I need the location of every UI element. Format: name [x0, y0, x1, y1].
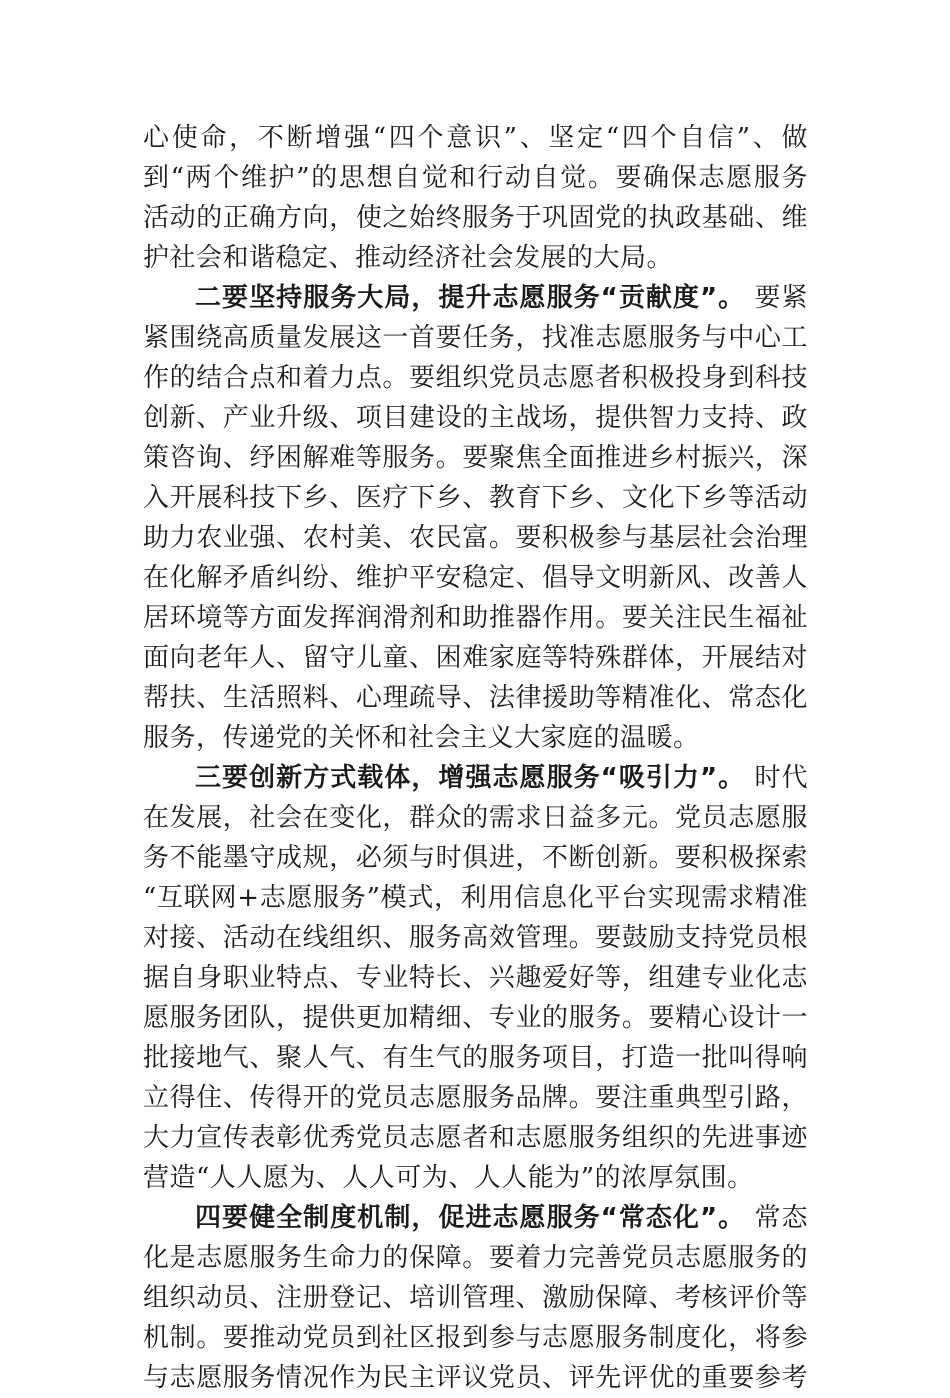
- text-line: 帮扶、生活照料、心理疏导、法律援助等精准化、常态化: [143, 683, 808, 713]
- text-line: “互联网+志愿服务”模式，利用信息化平台实现需求精准: [143, 883, 808, 913]
- text-line: 到“两个维护”的思想自觉和行动自觉。要确保志愿服务: [143, 163, 808, 193]
- text-line: 与志愿服务情况作为民主评议党员、评先评优的重要参考: [143, 1363, 808, 1393]
- text-line: 策咨询、纾困解难等服务。要聚焦全面推进乡村振兴，深: [143, 443, 808, 473]
- text-line: 在化解矛盾纠纷、维护平安稳定、倡导文明新风、改善人: [143, 563, 808, 593]
- text-line: 作的结合点和着力点。要组织党员志愿者积极投身到科技: [143, 363, 808, 393]
- text-line: 大力宣传表彰优秀党员志愿者和志愿服务组织的先进事迹: [143, 1123, 808, 1153]
- text-line: 立得住、传得开的党员志愿服务品牌。要注重典型引路，: [143, 1083, 808, 1113]
- section-heading-line: [143, 278, 808, 318]
- text-line: 组织动员、注册登记、培训管理、激励保障、考核评价等: [143, 1283, 808, 1313]
- section-heading-rest: 常态: [745, 1203, 808, 1233]
- text-line: 服务，传递党的关怀和社会主义大家庭的温暖。: [143, 723, 700, 753]
- text-line: 机制。要推动党员到社区报到参与志愿服务制度化，将参: [143, 1323, 808, 1353]
- text-line: 批接地气、聚人气、有生气的服务项目，打造一批叫得响: [143, 1043, 808, 1073]
- section-heading: 二要坚持服务大局，提升志愿服务“贡献度”。: [195, 283, 746, 313]
- text-line: 活动的正确方向，使之始终服务于巩固党的执政基础、维: [143, 203, 808, 233]
- text-line: 愿服务团队，提供更加精细、专业的服务。要精心设计一: [143, 1003, 808, 1033]
- text-line: 化是志愿服务生命力的保障。要着力完善党员志愿服务的: [143, 1243, 808, 1273]
- text-line: 对接、活动在线组织、服务高效管理。要鼓励支持党员根: [143, 923, 808, 953]
- text-line: 居环境等方面发挥润滑剂和助推器作用。要关注民生福祉: [143, 603, 808, 633]
- text-line: 助力农业强、农村美、农民富。要积极参与基层社会治理: [143, 523, 808, 553]
- text-line: 营造“人人愿为、人人可为、人人能为”的浓厚氛围。: [143, 1163, 754, 1193]
- text-line: 据自身职业特点、专业特长、兴趣爱好等，组建专业化志: [143, 963, 808, 993]
- section-heading: 三要创新方式载体，增强志愿服务“吸引力”。: [195, 763, 746, 793]
- text-line: 心使命，不断增强“四个意识”、坚定“四个自信”、做: [143, 123, 808, 153]
- body-text: [143, 118, 808, 1398]
- text-line: 务不能墨守成规，必须与时俱进，不断创新。要积极探索: [143, 843, 808, 873]
- section-heading: 四要健全制度机制，促进志愿服务“常态化”。: [195, 1203, 746, 1233]
- text-line: 面向老年人、留守儿童、困难家庭等特殊群体，开展结对: [143, 643, 808, 673]
- text-line: 入开展科技下乡、医疗下乡、教育下乡、文化下乡等活动: [143, 483, 808, 513]
- text-line: 创新、产业升级、项目建设的主战场，提供智力支持、政: [143, 403, 808, 433]
- text-line: 护社会和谐稳定、推动经济社会发展的大局。: [143, 243, 674, 273]
- section-heading-rest: 要紧: [745, 283, 808, 313]
- section-heading-rest: 时代: [745, 763, 808, 793]
- section-heading-line: [143, 1198, 808, 1238]
- text-line: 在发展，社会在变化，群众的需求日益多元。党员志愿服: [143, 803, 808, 833]
- section-heading-line: [143, 758, 808, 798]
- text-line: 紧围绕高质量发展这一首要任务，找准志愿服务与中心工: [143, 323, 808, 353]
